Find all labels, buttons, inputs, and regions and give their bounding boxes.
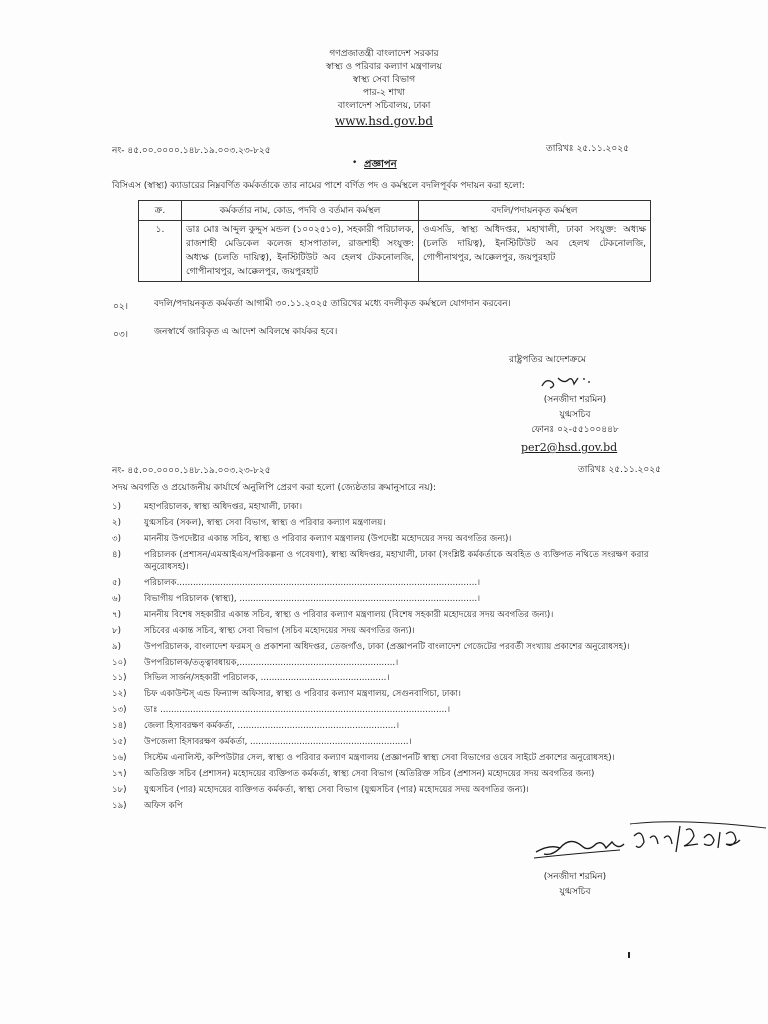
- stray-mark: [628, 952, 630, 958]
- list-item: ১২) চিফ একাউন্টস্‌ এন্ড ফিন্যান্স অফিসার, স্বাস্থ্য ও পরিবার কল্যাণ মন্ত্রণালয়, সেগুনবাগিচা, ঢাকা।: [112, 689, 461, 700]
- table-header-serial: ক্র.: [139, 201, 182, 221]
- paragraph-2-text: বদলি/পদায়নকৃত কর্মকর্তা আগামী ৩০.১১.২০২৫ তারিখের মধ্যে বদলীকৃত কর্মস্থলে যোগদান করবেন।: [154, 299, 511, 309]
- table-cell-officer: ডাঃ মোঃ আব্দুল কুদ্দুস মন্ডল (১০০২৫১০), সহকারী পরিচালক, রাজশাহী মেডিকেল কলেজ হাসপাতাল, রাজশাহী সংযুক্ত: অধ্যক্ষ (চলতি দায়িত্ব), ইনস্টিটিউট অব হেলথ টেকনোলজি, গোপীনাথপুর, আক্কেলপুর, জয়পুরহাট: [182, 221, 419, 282]
- transfer-table: [138, 200, 651, 282]
- notification-intro: বিসিএস (স্বাস্থ্য) ক্যাডারের নিম্নবর্ণিত কর্মকর্তাকে তার নামের পাশে বর্ণিত পদ ও কর্মস্থলে বদলিপূর্বক পদায়ন করা হলো:: [112, 181, 525, 191]
- list-item: ১৫) উপজেলা হিসাবরক্ষণ কর্মকর্তা, ..........................................................।: [112, 736, 412, 747]
- header-line-address: বাংলাদেশ সচিবালয়, ঢাকা: [337, 101, 431, 111]
- list-item: ৬) বিভাগীয় পরিচালক (স্বাস্থ্য), .......................................................................................।: [112, 593, 481, 604]
- list-item: ১৭) অতিরিক্ত সচিব (প্রশাসন) মহোদয়ের ব্যক্তিগত কর্মকর্তা, স্বাস্থ্য সেবা বিভাগ (অতিরিক্ত সচিব (প্রশাসন) মহোদয়ের সদয় অবগতির জন্য): [112, 768, 595, 779]
- list-item: ১৩) ডাঃ .........................................................................................................।: [112, 705, 451, 716]
- table-header-new-posting: বদলি/পদায়নকৃত কর্মস্থল: [419, 201, 651, 221]
- list-item: ২) যুগ্মসচিব (সকল), স্বাস্থ্য সেবা বিভাগ, স্বাস্থ্য ও পরিবার কল্যাণ মন্ত্রণালয়।: [112, 517, 386, 528]
- bullet-mark: •: [352, 158, 358, 168]
- list-item: ১৬) সিস্টেম এনালিস্ট, কম্পিউটার সেল, স্বাস্থ্য ও পরিবার কল্যাণ মন্ত্রণালয় (প্রজ্ঞাপনটি স্বাস্থ্য সেবা বিভাগের ওয়েব সাইটে প্রকাশের অনুরোধসহ)।: [112, 752, 615, 763]
- signature-block-2: [520, 870, 630, 900]
- list-item: ১৯) অফিস কপি: [112, 800, 183, 811]
- presidential-order-line: রাষ্ট্রপতির আদেশক্রমে: [509, 355, 586, 365]
- notification-title: প্রজ্ঞাপন: [364, 159, 397, 170]
- signer-designation-1: যুগ্মসচিব: [559, 410, 591, 420]
- header-line-branch: পার-২ শাখা: [362, 88, 406, 98]
- handwritten-signature-2: [530, 818, 768, 868]
- list-item: ৮) সচিবের একান্ত সচিব, স্বাস্থ্য সেবা বিভাগ (সচিব মহোদয়ের সদয় অবগতির জন্য)।: [112, 625, 415, 636]
- list-item: ১) মহাপরিচালক, স্বাস্থ্য অধিদপ্তর, মহাখালী, ঢাকা।: [112, 502, 303, 512]
- table-cell-new-posting: ওএসডি, স্বাস্থ্য অধিদপ্তর, মহাখালী, ঢাকা সংযুক্ত: অধ্যক্ষ (চলতি দায়িত্ব), ইনস্টিটিউট অব হেলথ টেকনোলজি, গোপীনাথপুর, আক্কেলপুর, জয়পুরহাট: [419, 221, 651, 282]
- list-item: ৭) মাননীয় বিশেষ সহকারীর একান্ত সচিব, স্বাস্থ্য ও পরিবার কল্যাণ মন্ত্রণালয় (বিশেষ সহকারী মহোদয়ের সদয় অবগতির জন্য)।: [112, 609, 554, 620]
- signer-designation-2: যুগ্মসচিব: [559, 887, 591, 897]
- table-header-row: [139, 201, 651, 221]
- table-row: [139, 221, 651, 282]
- signer-phone: ফোনঃ ০২-৫৫১০০৪৪৮: [531, 425, 619, 435]
- memo-number: নং- ৪৫.০০.০০০০.১৪৮.১৯.০০৩.২৩-৮২৫: [112, 146, 271, 156]
- signer-name-2: (সনজীদা শরমিন): [543, 872, 607, 882]
- paragraph-2-number: ০২।: [113, 302, 128, 312]
- signer-email-link[interactable]: per2@hsd.gov.bd: [521, 441, 618, 454]
- signer-name-1: (সনজীদা শরমিন): [543, 395, 607, 405]
- paragraph-3-text: জনস্বার্থে জারিকৃত এ আদেশ অবিলম্বে কার্যকর হবে।: [154, 327, 338, 337]
- copy-recipient-list: [112, 501, 672, 815]
- list-item: ৩) মাননীয় উপদেষ্টার একান্ত সচিব, স্বাস্থ্য ও পরিবার কল্যাণ মন্ত্রণালয় (উপদেষ্টা মহোদয়ের সদয় অবগতির জন্য)।: [112, 533, 512, 544]
- table-header-officer: কর্মকর্তার নাম, কোড, পদবি ও বর্তমান কর্মস্থল: [182, 201, 419, 221]
- signature-block-1: [520, 393, 630, 438]
- signature-initial-1: [538, 370, 598, 394]
- header-website-link[interactable]: www.hsd.gov.bd: [334, 114, 434, 128]
- table-cell-serial: ১.: [139, 221, 182, 282]
- copy-memo-number: নং- ৪৫.০০.০০০০.১৪৮.১৯.০০৩.২৩-৮২৫: [112, 466, 271, 476]
- header-line-government: গণপ্রজাতন্ত্রী বাংলাদেশ সরকার: [329, 49, 439, 59]
- list-item: ৯) উপপরিচালক, বাংলাদেশ ফরমস্‌ ও প্রকাশনা অধিদপ্তর, তেজগাঁও, ঢাকা (প্রজ্ঞাপনটি বাংলাদেশ গেজেটের পরবর্তী সংখ্যায় প্রকাশের অনুরোধসহ)।: [112, 641, 630, 652]
- list-item: ১৮) যুগ্মসচিব (পার) মহোদয়ের ব্যক্তিগত কর্মকর্তা, স্বাস্থ্য সেবা বিভাগ (যুগ্মসচিব (পার) মহোদয়ের সদয় অবগতির জন্য)।: [112, 784, 529, 795]
- list-item: ১৪) জেলা হিসাবরক্ষণ কর্মকর্তা, ..........................................................।: [112, 721, 400, 732]
- copy-memo-date: তারিখঃ ২৫.১১.২০২৫: [578, 465, 661, 475]
- list-item: ৪) পরিচালক (প্রশাসন/এমআইএস/পরিকল্পনা ও গবেষণা), স্বাস্থ্য অধিদপ্তর, মহাখালী, ঢাকা (সংশ্লিষ্ট কর্মকর্তাকে অবহিত ও ব্যক্তিগত নথিতে সংরক্ষণ করার অনুরোধসহ)।: [112, 549, 649, 573]
- list-item: ১১) সিভিল সার্জন/সহকারী পরিচালক, ..............................................।: [112, 673, 390, 684]
- header-line-division: স্বাস্থ্য সেবা বিভাগ: [352, 75, 416, 85]
- letterhead: [0, 48, 768, 129]
- paragraph-3-number: ০৩।: [113, 330, 128, 340]
- list-item: ১০) উপপরিচালক/তত্ত্বাবধায়ক,.........................................................।: [112, 657, 399, 668]
- copy-intro: সদয় অবগতি ও প্রয়োজনীয় কার্যার্থে অনুলিপি প্রেরণ করা হলো (জ্যেষ্ঠতার ক্রমানুসারে নয়):: [112, 483, 437, 493]
- memo-date: তারিখঃ ২৫.১১.২০২৫: [546, 144, 629, 154]
- header-line-ministry: স্বাস্থ্য ও পরিবার কল্যাণ মন্ত্রণালয়: [326, 62, 442, 72]
- list-item: ৫) পরিচালক..............................................................................................................।: [112, 578, 481, 589]
